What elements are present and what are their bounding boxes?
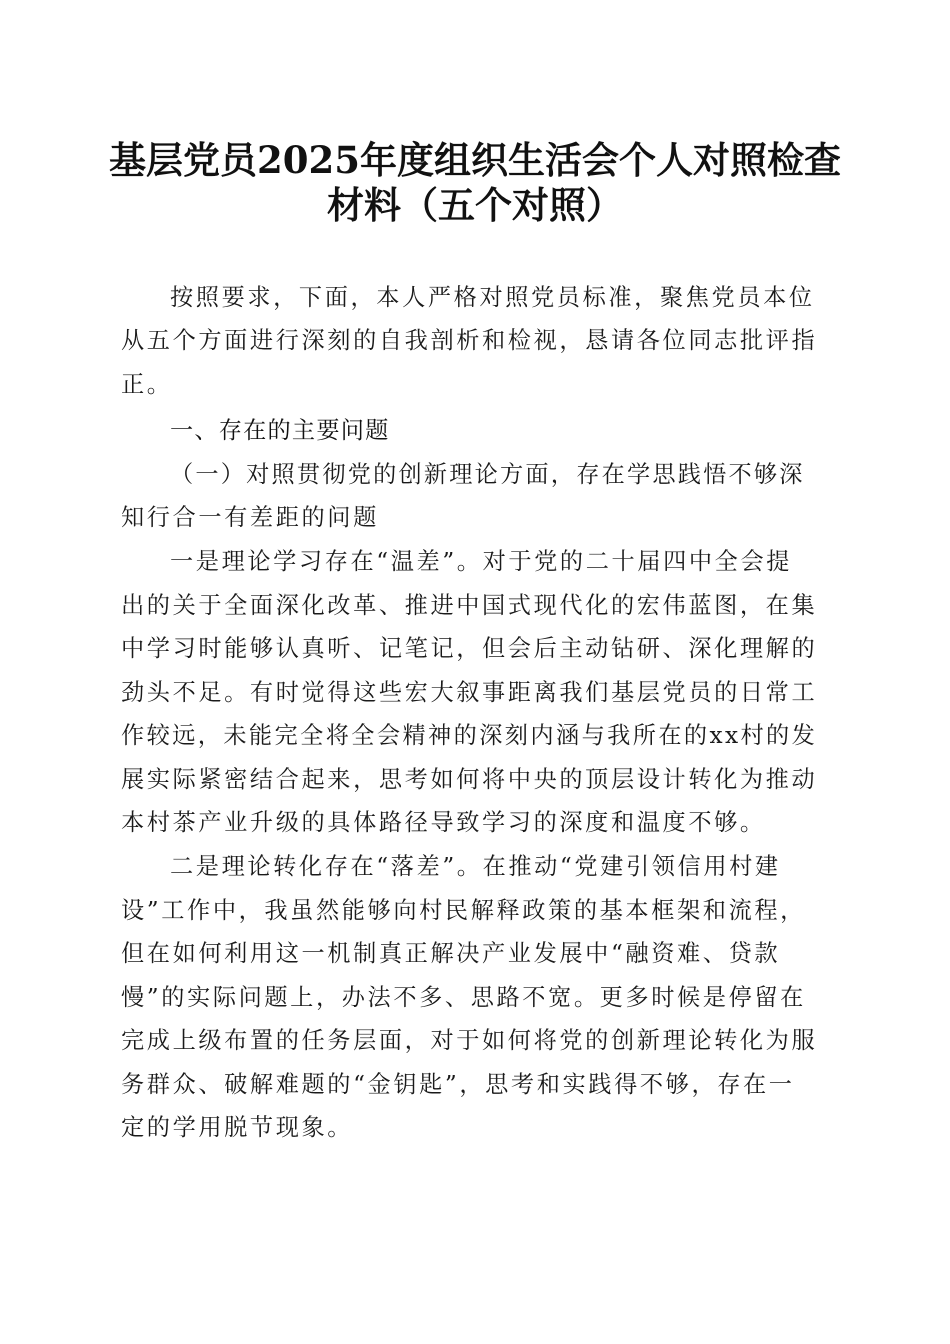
paragraph-line: 务群众、破解难题的“金钥匙”，思考和实践得不够，存在一 (121, 1071, 795, 1098)
paragraph-line: 定的学用脱节现象。 (121, 1114, 354, 1141)
document-title-line-2: 材料（五个对照） (327, 183, 623, 227)
paragraph-line: 作较远，未能完全将全会精神的深刻内涵与我所在的xx村的发 (121, 722, 818, 749)
intro-line: 从五个方面进行深刻的自我剖析和检视，恳请各位同志批评指 (121, 327, 818, 354)
subsection-heading-line: （一）对照贯彻党的创新理论方面，存在学思践悟不够深 (170, 461, 805, 488)
paragraph-line: 完成上级布置的任务层面，对于如何将党的创新理论转化为服 (121, 1027, 818, 1054)
intro-line: 正。 (121, 371, 173, 398)
paragraph-line: 一是理论学习存在“温差”。对于党的二十届四中全会提 (170, 548, 793, 575)
section-heading: 一、存在的主要问题 (170, 417, 390, 444)
paragraph-line: 劲头不足。有时觉得这些宏大叙事距离我们基层党员的日常工 (121, 679, 818, 706)
paragraph-line: 慢”的实际问题上，办法不多、思路不宽。更多时候是停留在 (121, 984, 806, 1011)
paragraph-line: 出的关于全面深化改革、推进中国式现代化的宏伟蓝图，在集 (121, 592, 818, 619)
document-title-line-1: 基层党员2025年度组织生活会个人对照检查 (109, 138, 841, 182)
paragraph-line: 展实际紧密结合起来，思考如何将中央的顶层设计转化为推动 (121, 766, 818, 793)
paragraph-line: 但在如何利用这一机制真正解决产业发展中“融资难、贷款 (121, 940, 781, 967)
subsection-heading-line: 知行合一有差距的问题 (121, 504, 379, 531)
paragraph-line: 二是理论转化存在“落差”。在推动“党建引领信用村建 (170, 853, 781, 880)
paragraph-line: 设”工作中，我虽然能够向村民解释政策的基本框架和流程， (121, 897, 806, 924)
intro-line: 按照要求，下面，本人严格对照党员标准，聚焦党员本位 (170, 284, 815, 311)
paragraph-line: 中学习时能够认真听、记笔记，但会后主动钻研、深化理解的 (121, 635, 818, 662)
paragraph-line: 本村茶产业升级的具体路径导致学习的深度和温度不够。 (121, 809, 766, 836)
